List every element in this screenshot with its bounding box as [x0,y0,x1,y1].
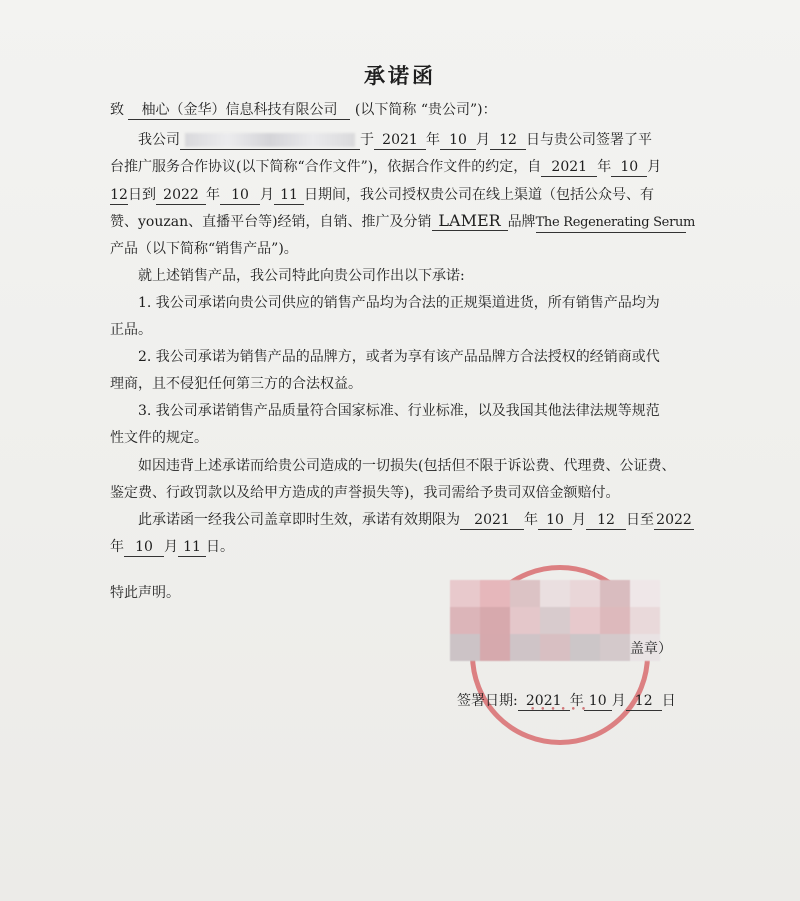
text-segment: 于 [360,132,374,148]
text-segment: 我公司 [138,132,180,148]
date-year: 2021 [518,693,570,711]
text-segment: 日到 [128,187,156,203]
recipient-company: 柚心（金华）信息科技有限公司 [128,102,350,120]
text-segment: 月 [647,159,662,175]
seal-label: 盖章） [630,641,672,657]
product-name: The Regenerating Serum [536,215,686,233]
item2-line1: 2. 我公司承诺为销售产品的品牌方，或者为享有该产品品牌方合法授权的经销商或代 [138,349,660,365]
p1-line3 [110,186,654,205]
text-segment: 日 [661,693,676,709]
text-segment: 日期间，我公司授权贵公司在线上渠道（包括公众号、有 [304,187,654,203]
date-month: 10 [220,187,260,205]
text-segment: 品牌 [507,214,536,230]
item1-line2: 正品。 [110,322,152,338]
item2-line2: 理商，且不侵犯任何第三方的合法权益。 [110,376,362,392]
text-segment: 月 [572,512,586,528]
date-year: 2021 [374,132,426,150]
text-segment: 此承诺函一经我公司盖章即时生效，承诺有效期限为 [138,512,460,528]
p4-line2 [110,538,234,557]
date-month: 10 [440,132,476,150]
item3-line1: 3. 我公司承诺销售产品质量符合国家标准、行业标准，以及我国其他法律法规等规范 [138,403,660,419]
text-segment: 月 [476,132,490,148]
text-segment: 年 [426,132,440,148]
date-day: 12 [110,187,128,203]
date-day: 12 [586,512,626,530]
text-segment: 赞、youzan、直播平台等)经销，自销、推广及分销 [110,214,432,230]
p2-line: 就上述销售产品，我公司特此向贵公司作出以下承诺: [138,268,465,284]
item3-line2: 性文件的规定。 [110,430,208,446]
text-segment: 日与贵公司签署了平 [526,132,652,148]
date-year: 2022 [156,187,206,205]
date-month: 10 [611,159,647,177]
text-segment: 年 [110,539,124,555]
redaction-blur [185,133,355,147]
p1-line5: 产品（以下简称“销售产品”)。 [110,241,298,257]
date-month: 10 [124,539,164,557]
date-month: 10 [584,693,612,711]
date-month: 10 [538,512,572,530]
text-segment: 年 [524,512,538,528]
date-label: 签署日期: [457,693,518,709]
text-segment: 年 [206,187,220,203]
redacted-company-name [180,132,360,150]
item1-line1: 1. 我公司承诺向贵公司供应的销售产品均为合法的正规渠道进货，所有销售产品均为 [138,295,660,311]
p1-line2 [110,158,661,177]
text-segment: 日。 [206,539,234,555]
p1-line1 [138,131,652,150]
seal-serial: • • • • • • [530,705,588,715]
signature-date [457,692,676,711]
p3-line1: 如因违背上述承诺而给贵公司造成的一切损失(包括但不限于诉讼费、代理费、公证费、 [138,458,676,474]
date-day: 11 [274,187,304,205]
p1-line4 [110,211,696,233]
salutation [110,101,497,120]
date-year: 2021 [460,512,524,530]
text-segment: 日至 [626,512,654,528]
salutation-suffix: (以下简称 “贵公司”)： [354,102,497,118]
text-segment: 年 [597,159,612,175]
date-year: 2021 [541,159,597,177]
text-segment: 台推广服务合作协议(以下简称“合作文件”)，依据合作文件的约定，自 [110,159,542,175]
closing-statement: 特此声明。 [110,585,180,601]
salutation-prefix: 致 [110,102,124,118]
text-segment: 月 [164,539,178,555]
date-year: 2022 [654,512,694,530]
date-day: 12 [490,132,526,150]
text-segment: 年 [569,693,584,709]
text-segment: 月 [611,693,626,709]
date-day: 11 [178,539,206,557]
p3-line2: 鉴定费、行政罚款以及给甲方造成的声誉损失等)，我司需给予贵司双倍金额赔付。 [110,485,620,501]
p4-line1 [138,511,694,530]
text-segment: 月 [260,187,274,203]
document-title: 承诺函 [364,63,436,88]
brand-name: LAMER [432,213,508,231]
seal-redaction-mosaic [450,580,660,662]
date-day: 12 [626,693,662,711]
